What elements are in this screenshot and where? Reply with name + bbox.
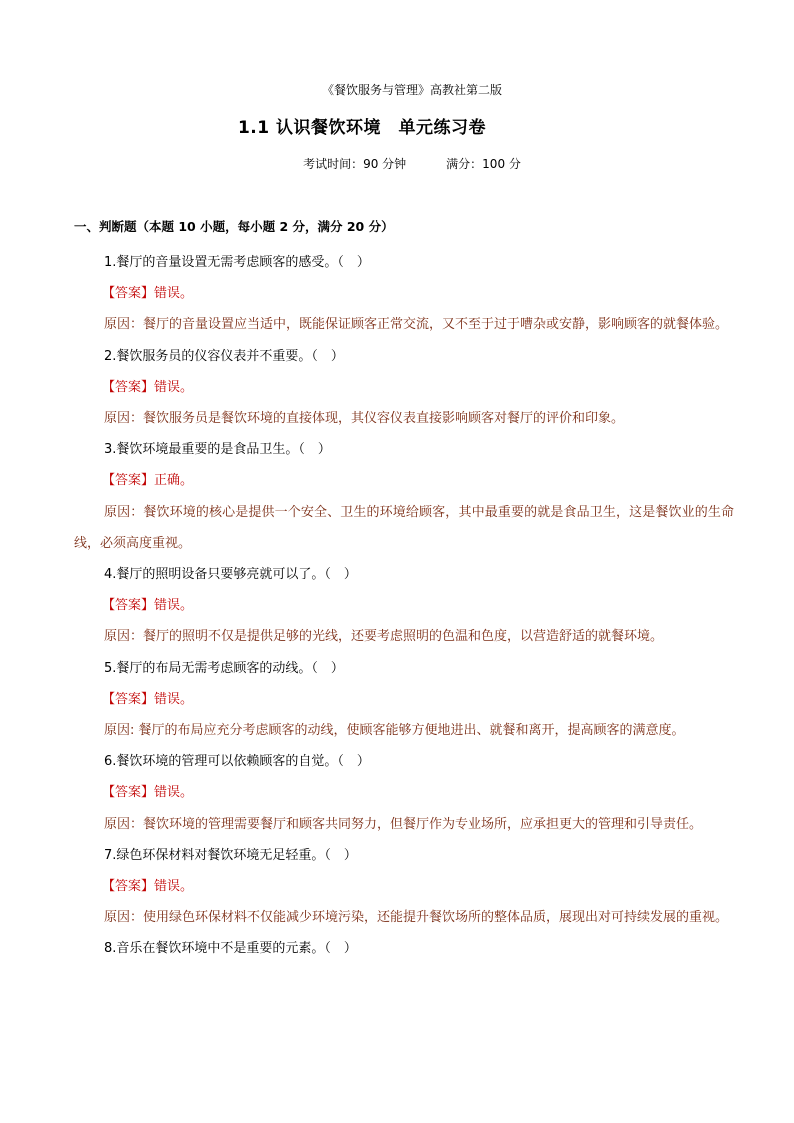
exam-info bbox=[0, 154, 794, 174]
question-list bbox=[74, 247, 734, 965]
reason-4: 原因：餐厅的照明不仅是提供足够的光线，还要考虑照明的色温和色度，以营造舒适的就餐环境。 bbox=[104, 629, 664, 645]
question-6: 6.餐饮环境的管理可以依赖顾客的自觉。（ ） bbox=[104, 754, 370, 770]
true-false-section bbox=[74, 216, 734, 965]
reason-2: 原因：餐饮服务员是餐饮环境的直接体现，其仪容仪表直接影响顾客对餐厅的评价和印象。 bbox=[104, 411, 625, 427]
answer-2: 【答案】错误。 bbox=[102, 379, 194, 395]
document-subtitle: 《餐饮服务与管理》高教社第二版 bbox=[321, 83, 502, 97]
section-heading: 一、判断题（本题 10 小题，每小题 2 分，满分 20 分） bbox=[74, 219, 394, 234]
question-3: 3.餐饮环境最重要的是食品卫生。（ ） bbox=[104, 442, 331, 458]
answer-5: 【答案】错误。 bbox=[102, 691, 194, 707]
question-4: 4.餐厅的照明设备只要够亮就可以了。（ ） bbox=[104, 567, 357, 583]
answer-4: 【答案】错误。 bbox=[102, 598, 194, 614]
question-1: 1.餐厅的音量设置无需考虑顾客的感受。（ ） bbox=[104, 255, 370, 270]
reason-1: 原因：餐厅的音量设置应当适中，既能保证顾客正常交流，又不至于过于嘈杂或安静，影响顾客的就餐体验。 bbox=[104, 317, 729, 333]
question-7: 7.绿色环保材料对餐饮环境无足轻重。（ ） bbox=[104, 847, 357, 863]
answer-1: 【答案】错误。 bbox=[102, 286, 194, 302]
question-2: 2.餐饮服务员的仪容仪表并不重要。（ ） bbox=[104, 348, 344, 364]
reason-3: 原因：餐饮环境的核心是提供一个安全、卫生的环境给顾客，其中最重要的就是食品卫生，这是餐饮业的生命线，必须高度重视。 bbox=[74, 504, 734, 551]
question-5: 5.餐厅的布局无需考虑顾客的动线。（ ） bbox=[104, 660, 344, 676]
page-title: 1.1 认识餐饮环境 单元练习卷 bbox=[237, 118, 487, 138]
reason-6: 原因：餐饮环境的管理需要餐厅和顾客共同努力，但餐厅作为专业场所，应承担更大的管理和引导责任。 bbox=[104, 816, 703, 832]
answer-3: 【答案】正确。 bbox=[102, 473, 194, 489]
answer-7: 【答案】错误。 bbox=[102, 879, 194, 895]
question-8: 8.音乐在餐饮环境中不是重要的元素。（ ） bbox=[104, 941, 357, 957]
reason-5: 原因: 餐厅的布局应充分考虑顾客的动线，使顾客能够方便地进出、就餐和离开，提高顾客的满意度。 bbox=[104, 723, 685, 739]
exam-time: 考试时间：90 分钟 bbox=[303, 157, 407, 171]
reason-7: 原因：使用绿色环保材料不仅能减少环境污染，还能提升餐饮场所的整体品质，展现出对可持续发展的重视。 bbox=[104, 910, 729, 926]
full-score: 满分：100 分 bbox=[446, 157, 521, 171]
answer-6: 【答案】错误。 bbox=[102, 785, 194, 801]
